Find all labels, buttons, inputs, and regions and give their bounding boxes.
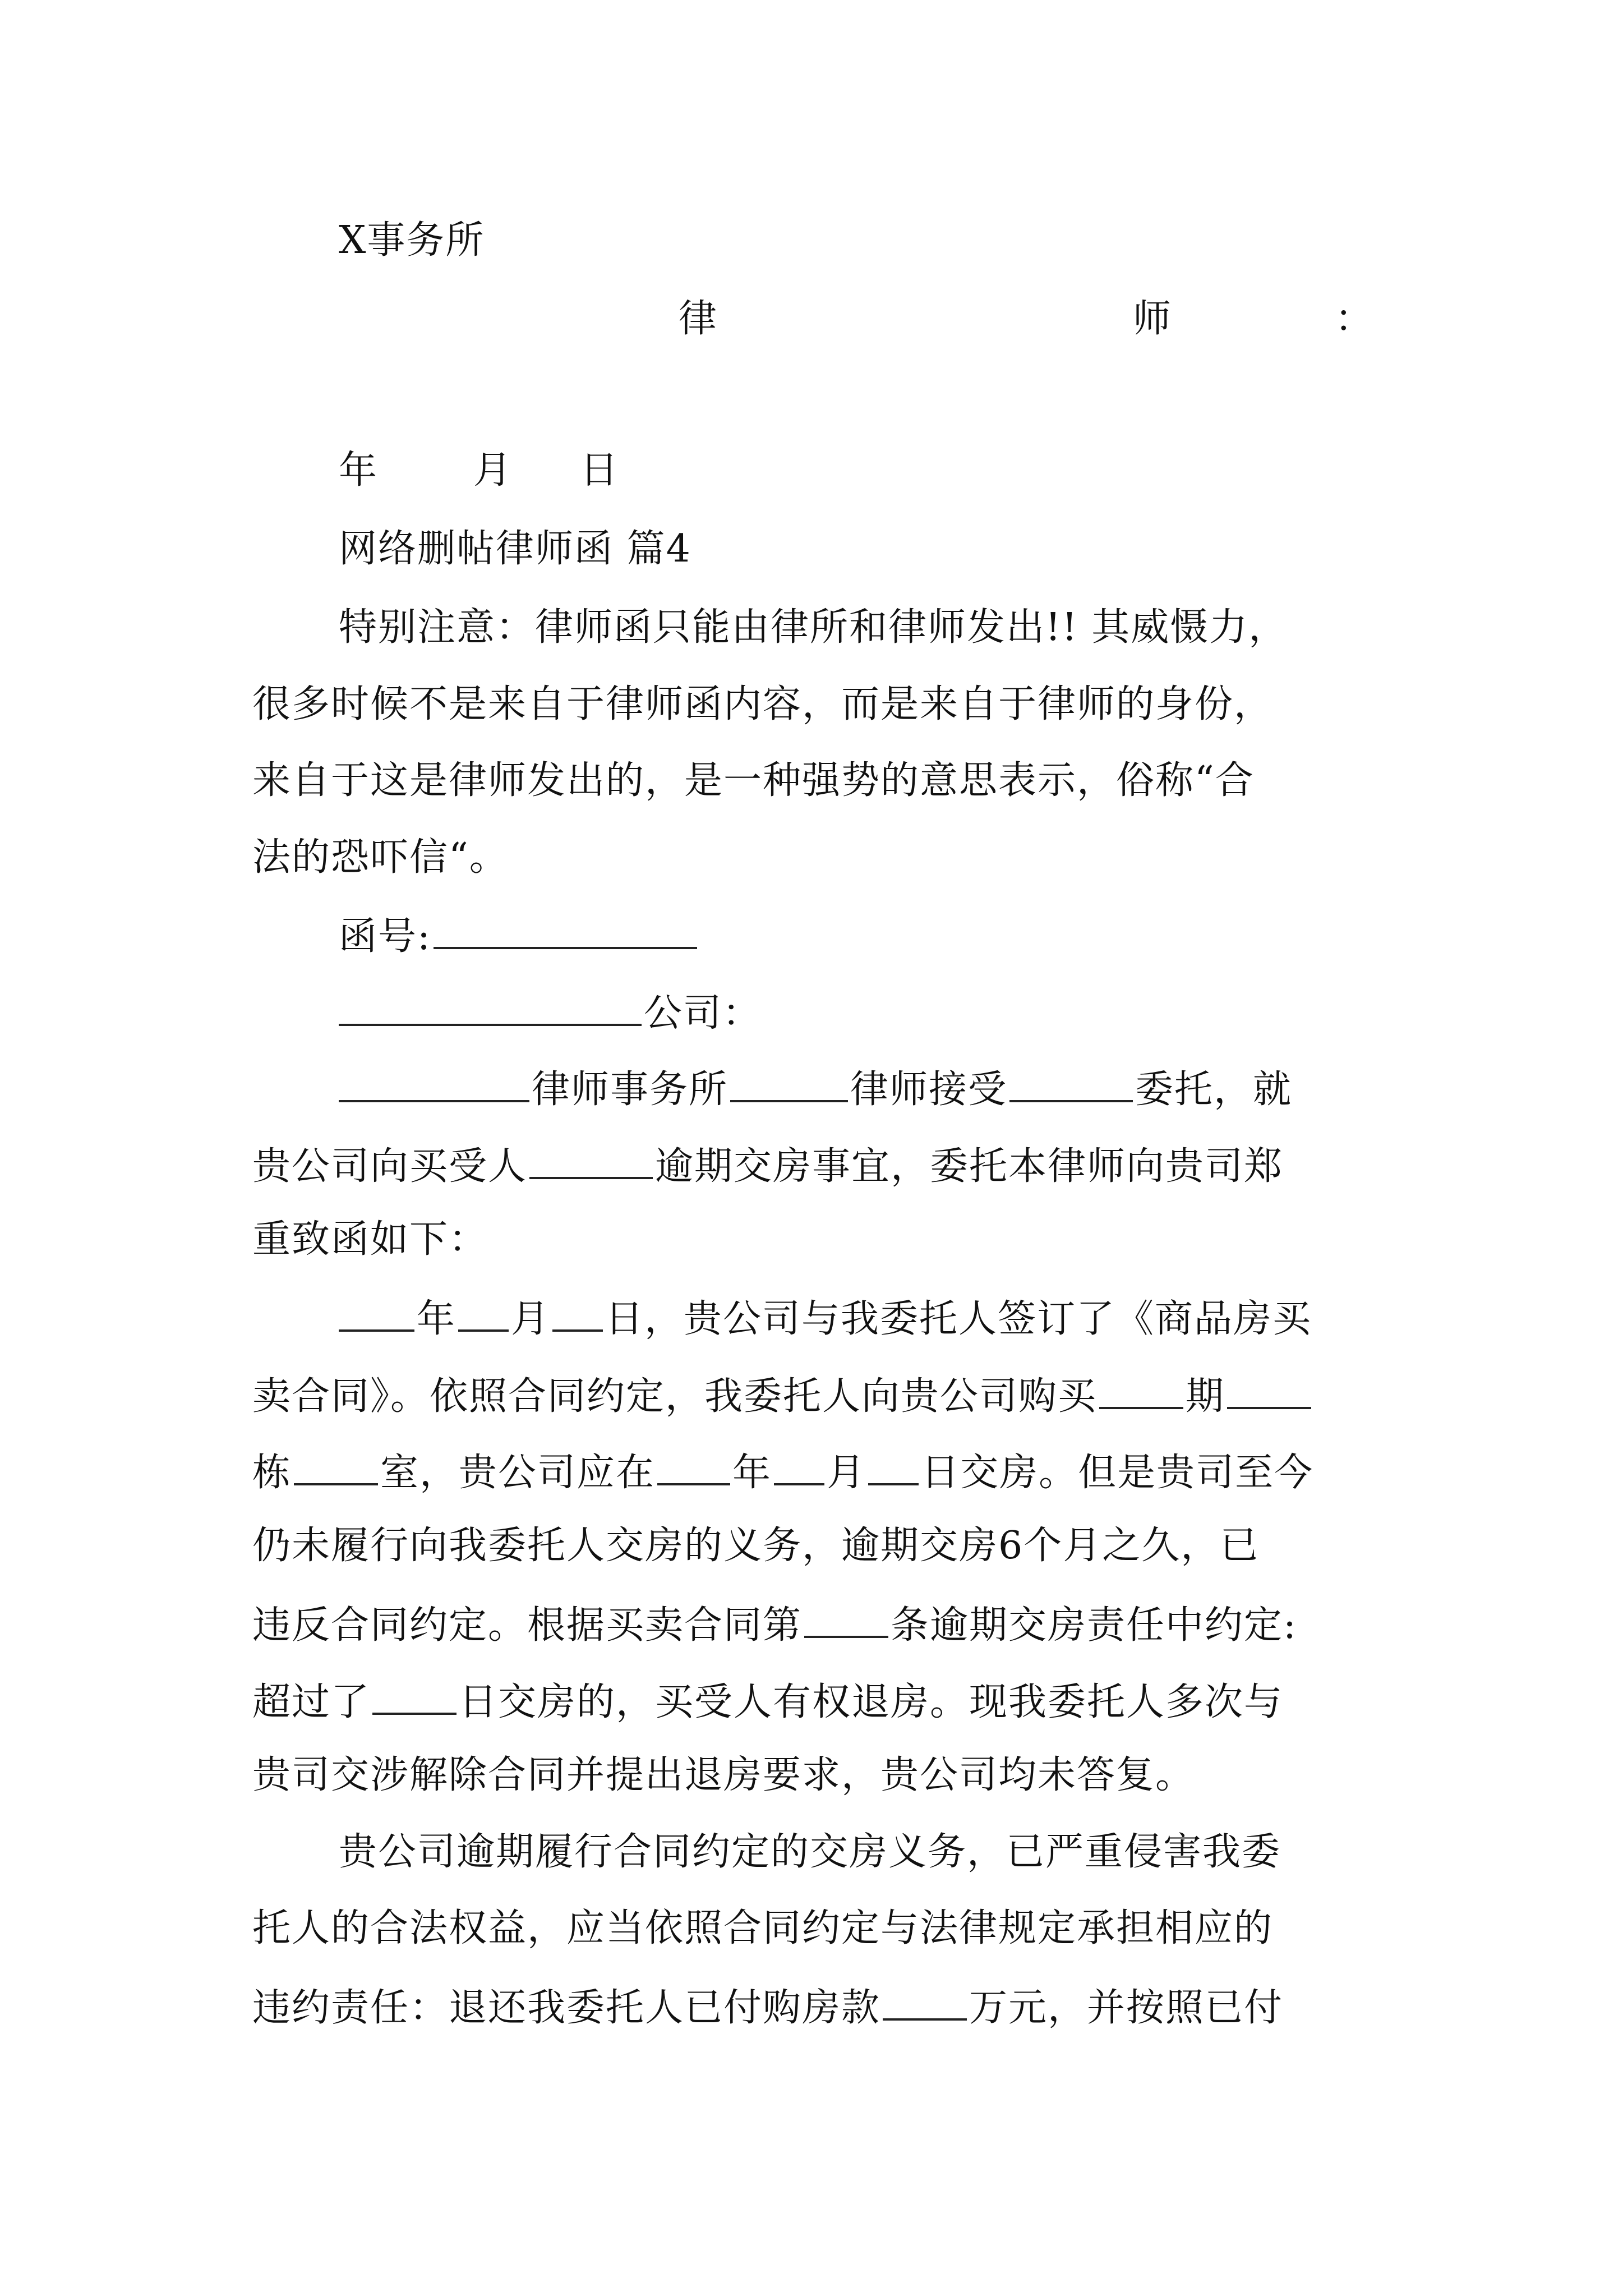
text-phase: 期 [1186,1374,1225,1419]
lawyer-colon: ： [1335,297,1375,341]
text-room: 室，贵公司应在 [380,1451,656,1495]
section-heading: 网络删帖律师函 篇4 [339,527,691,571]
para2-line-3 [252,1451,1314,1495]
para2-line-6 [252,1680,1283,1722]
para2-line-1 [339,1297,1312,1341]
text-refund: 违约责任：退还我委托人已付购房款 [252,1986,881,2030]
para2-line-5 [252,1603,1297,1648]
letter-number-label: 函号: [339,914,431,959]
blank-buyer [529,1144,653,1179]
text-article-terms: 条逾期交房责任中约定: [891,1603,1297,1648]
para1-line-2 [252,1144,1284,1189]
text-delay-matter: 逾期交房事宜，委托本律师向贵司郑 [655,1144,1284,1189]
para2-line-4: 仍未履行向我委托人交房的义务，逾期交房6个月之久，已 [252,1524,1260,1568]
notice-line-1: 特别注意：律师函只能由律所和律师发出!! 其威慑力， [339,605,1288,650]
text-building: 栋 [252,1451,292,1495]
para1-line-3: 重致函如下： [252,1217,488,1262]
date-year: 年 [339,448,379,493]
para3-line-1: 贵公司逾期履行合同约定的交房义务，已严重侵害我委 [339,1830,1281,1874]
addressee-suffix: 公司： [644,991,762,1036]
text-lawyer-accept: 律师接受 [850,1068,1008,1112]
addressee-blank [339,991,642,1026]
notice-line-4: 法的恐吓信“。 [252,835,509,880]
blank-deliver-day [868,1451,919,1485]
text-year: 年 [417,1297,457,1341]
text-deliver-year: 年 [732,1451,772,1495]
letter-number-line [339,914,699,959]
para1-line-1 [339,1068,1293,1112]
date-line [339,448,620,493]
notice-line-3: 来自于这是律师发出的，是一种强势的意思表示，俗称“合 [252,758,1255,803]
date-day: 日 [580,448,620,493]
text-entrust: 委托，就 [1135,1068,1293,1112]
text-signed-contract: 日，贵公司与我委托人签订了《商品房买 [605,1297,1312,1341]
text-right-to-return: 日交房的，买受人有权退房。现我委托人多次与 [459,1680,1284,1724]
text-exceed: 超过了 [252,1680,371,1724]
lawyer-char-2: 师 [1133,297,1173,341]
blank-deliver-month [774,1451,824,1485]
date-month: 月 [473,448,513,493]
text-law-firm: 律师事务所 [532,1068,728,1112]
para2-line-7: 贵司交涉解除合同并提出退房要求，贵公司均未答复。 [252,1753,1195,1797]
text-amount-unit: 万元，并按照已付 [969,1986,1284,2030]
blank-deliver-year [657,1451,730,1485]
blank-phase [1099,1374,1183,1409]
notice-line-2: 很多时候不是来自于律师函内容，而是来自于律师的身份， [252,682,1274,726]
blank-lawyer [730,1068,848,1102]
firm-name: X事务所 [339,218,485,263]
blank-building [1227,1374,1311,1409]
addressee-line [339,991,762,1036]
para2-line-2 [252,1374,1313,1419]
letter-number-blank [434,914,697,949]
blank-sign-year [339,1297,414,1332]
blank-amount [883,1986,967,2021]
para3-line-3 [252,1986,1284,2030]
text-deliver-day: 日交房。但是贵司至今 [921,1451,1314,1495]
blank-room [294,1451,378,1485]
lawyer-char-1: 律 [679,297,718,341]
blank-sign-month [458,1297,509,1332]
blank-days [372,1680,457,1715]
text-contract-article: 违反合同约定。根据买卖合同第 [252,1603,803,1648]
text-month: 月 [511,1297,551,1341]
blank-sign-day [552,1297,603,1332]
blank-firm [339,1068,529,1102]
para3-line-2: 托人的合法权益，应当依照合同约定与法律规定承担相应的 [252,1906,1274,1950]
blank-article [804,1603,888,1638]
text-purchase: 卖合同》。依照合同约定，我委托人向贵公司购买 [252,1374,1098,1419]
blank-client [1009,1068,1133,1102]
text-deliver-month: 月 [827,1451,866,1495]
text-buyer: 贵公司向买受人 [252,1144,528,1189]
